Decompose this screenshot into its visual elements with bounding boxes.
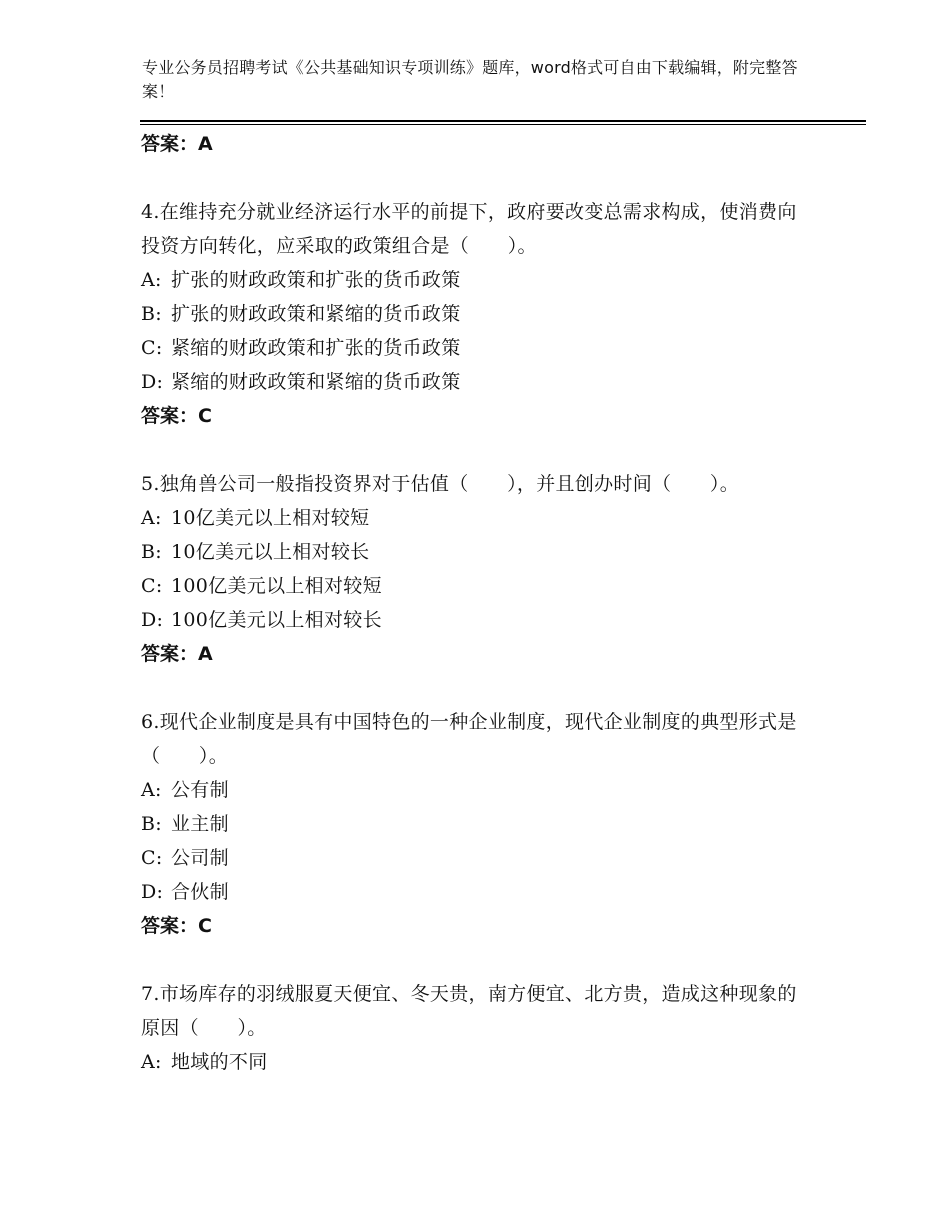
option-text: 扩张的财政政策和扩张的货币政策 <box>171 269 461 291</box>
question-block <box>141 467 801 671</box>
option-letter: D: <box>141 371 164 393</box>
option-text: 10亿美元以上相对较短 <box>171 507 370 529</box>
question-block <box>141 977 801 1079</box>
question-stem: 6.现代企业制度是具有中国特色的一种企业制度，现代企业制度的典型形式是（ ）。 <box>141 711 797 767</box>
option-letter: B: <box>141 303 162 325</box>
option-letter: A: <box>141 779 162 801</box>
option-line <box>141 807 801 841</box>
answer-line: 答案：C <box>141 915 212 937</box>
option-letter: D: <box>141 609 164 631</box>
option-text: 紧缩的财政政策和紧缩的货币政策 <box>171 371 461 393</box>
option-line <box>141 263 801 297</box>
header-rule-thin <box>140 124 866 125</box>
option-line <box>141 501 801 535</box>
option-line <box>141 841 801 875</box>
option-line <box>141 365 801 399</box>
option-text: 公有制 <box>171 779 229 801</box>
option-line <box>141 1045 801 1079</box>
option-text: 合伙制 <box>171 881 229 903</box>
option-text: 公司制 <box>171 847 229 869</box>
option-line <box>141 569 801 603</box>
option-line <box>141 535 801 569</box>
option-text: 100亿美元以上相对较短 <box>171 575 382 597</box>
answer-line: 答案：C <box>141 405 212 427</box>
option-text: 扩张的财政政策和紧缩的货币政策 <box>171 303 461 325</box>
option-line <box>141 297 801 331</box>
option-letter: B: <box>141 813 162 835</box>
option-line <box>141 603 801 637</box>
question-block <box>141 195 801 433</box>
question-stem: 5.独角兽公司一般指投资界对于估值（ ），并且创办时间（ ）。 <box>141 473 740 495</box>
option-line <box>141 331 801 365</box>
answer-line: 答案：A <box>141 643 213 665</box>
page-header: 专业公务员招聘考试《公共基础知识专项训练》题库，word格式可自由下载编辑，附完整答案！ <box>142 58 798 101</box>
question-block <box>141 705 801 943</box>
option-line <box>141 875 801 909</box>
option-line <box>141 773 801 807</box>
option-letter: A: <box>141 269 162 291</box>
option-text: 10亿美元以上相对较长 <box>171 541 370 563</box>
option-text: 地域的不同 <box>171 1051 268 1073</box>
option-text: 100亿美元以上相对较长 <box>171 609 382 631</box>
answer-line: 答案：A <box>141 133 213 155</box>
option-text: 业主制 <box>171 813 229 835</box>
question-stem: 7.市场库存的羽绒服夏天便宜、冬天贵，南方便宜、北方贵，造成这种现象的原因（ ）。 <box>141 983 797 1039</box>
option-letter: C: <box>141 575 163 597</box>
option-letter: C: <box>141 847 163 869</box>
question-stem: 4.在维持充分就业经济运行水平的前提下，政府要改变总需求构成，使消费向投资方向转化，应采取的政策组合是（ ）。 <box>141 201 797 257</box>
option-letter: D: <box>141 881 164 903</box>
question-list <box>141 127 801 1079</box>
option-letter: B: <box>141 541 162 563</box>
option-letter: A: <box>141 1051 162 1073</box>
option-text: 紧缩的财政政策和扩张的货币政策 <box>171 337 461 359</box>
option-letter: C: <box>141 337 163 359</box>
option-letter: A: <box>141 507 162 529</box>
header-rule-thick <box>140 120 866 122</box>
